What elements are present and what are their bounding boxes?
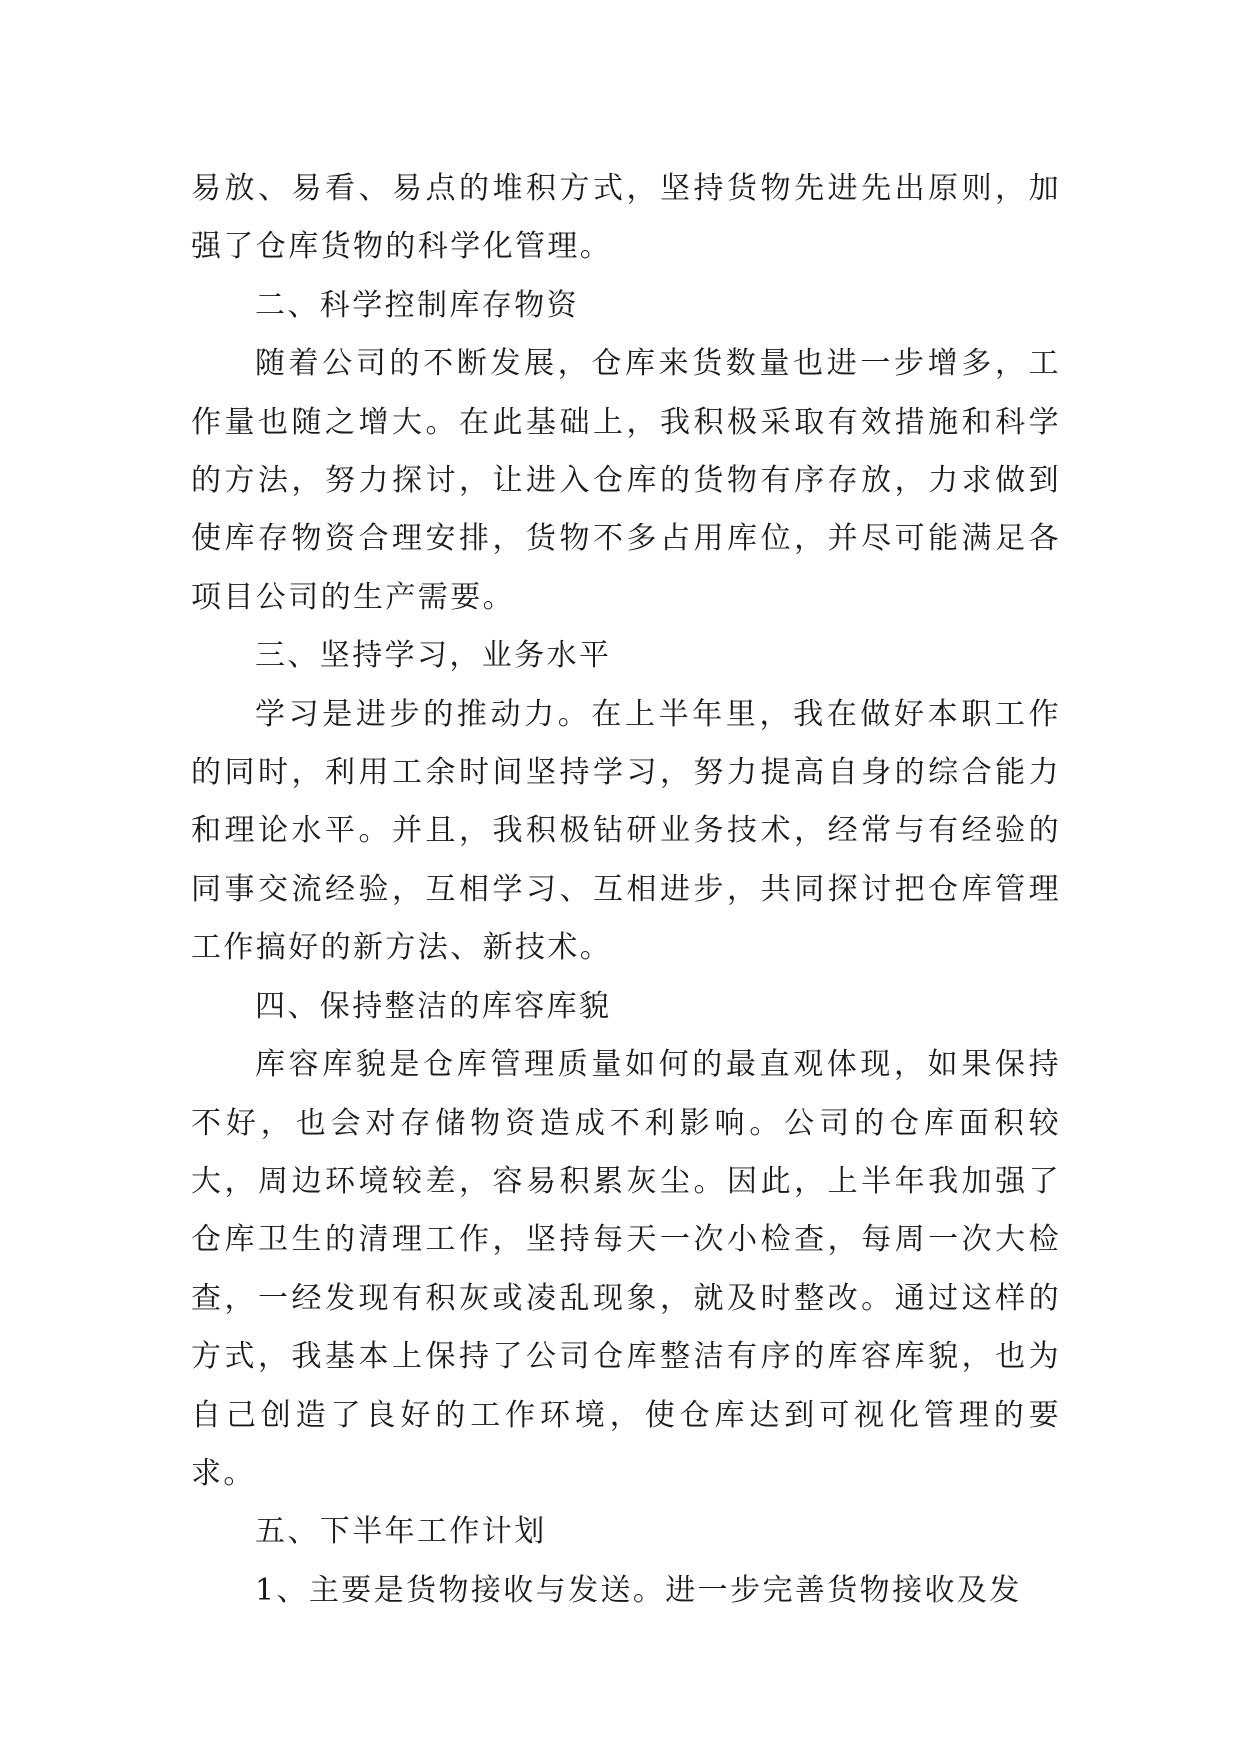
section-heading-2: 二、科学控制库存物资 <box>255 287 579 323</box>
document-body <box>191 160 1061 1620</box>
paragraph-tidiness: 库容库貌是仓库管理质量如何的最直观体现，如果保持不好，也会对存储物资造成不利影响。公司的仓库面积较大，周边环境较差，容易积累灰尘。因此，上半年我加强了仓库卫生的清理工作，坚持每天一次小检查，每周一次大检查，一经发现有积灰或凌乱现象，就及时整改。通过这样的方式，我基本上保持了公司仓库整洁有序的库容库貌，也为自己创造了良好的工作环境，使仓库达到可视化管理的要求。 <box>191 1047 1061 1491</box>
paragraph-plan-item-1: 1、主要是货物接收与发送。进一步完善货物接收及发 <box>255 1572 1022 1608</box>
section-heading-3: 三、坚持学习，业务水平 <box>255 638 612 674</box>
paragraph-inventory-control: 随着公司的不断发展，仓库来货数量也进一步增多，工作量也随之增大。在此基础上，我积极采取有效措施和科学的方法，努力探讨，让进入仓库的货物有序存放，力求做到使库存物资合理安排，货物不多占用库位，并尽可能满足各项目公司的生产需要。 <box>191 346 1061 615</box>
section-heading-5: 五、下半年工作计划 <box>255 1514 547 1550</box>
paragraph-continuation: 易放、易看、易点的堆积方式，坚持货物先进先出原则，加强了仓库货物的科学化管理。 <box>191 171 1061 265</box>
section-heading-4: 四、保持整洁的库容库貌 <box>255 988 612 1024</box>
paragraph-learning: 学习是进步的推动力。在上半年里，我在做好本职工作的同时，利用工余时间坚持学习，努力提高自身的综合能力和理论水平。并且，我积极钻研业务技术，经常与有经验的同事交流经验，互相学习、互相进步，共同探讨把仓库管理工作搞好的新方法、新技术。 <box>191 696 1061 966</box>
